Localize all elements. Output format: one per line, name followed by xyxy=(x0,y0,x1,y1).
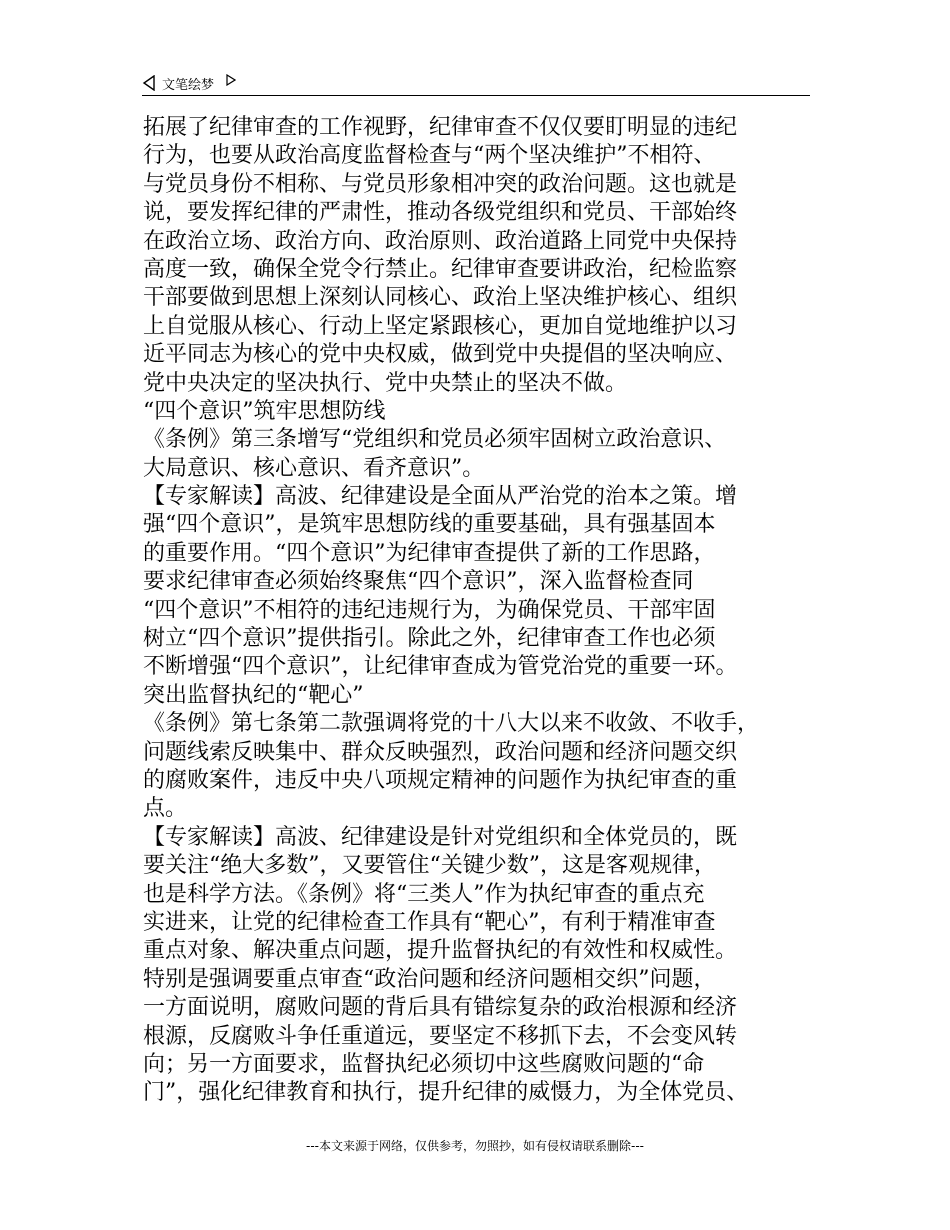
text-line: 《条例》第七条第二款强调将党的十八大以来不收敛、不收手， xyxy=(143,711,760,737)
text-line: 党中央决定的坚决执行、党中央禁止的坚决不做。 xyxy=(143,370,628,396)
text-line: 点。 xyxy=(143,796,188,822)
text-line: “四个意识”筑牢思想防线 xyxy=(143,398,386,424)
text-line: 树立“四个意识”提供指引。除此之外，纪律审查工作也必须 xyxy=(143,626,716,652)
page-header xyxy=(142,72,810,96)
text-line: 也是科学方法。《条例》将“三类人”作为执纪审查的重点充 xyxy=(143,881,705,907)
text-line: 大局意识、核心意识、看齐意识”。 xyxy=(143,455,485,481)
text-line: 高度一致，确保全党令行禁止。纪律审查要讲政治，纪检监察 xyxy=(143,256,738,282)
text-line: 要求纪律审查必须始终聚焦“四个意识”，深入监督检查同 xyxy=(143,569,694,595)
text-line: “四个意识”不相符的违纪违规行为，为确保党员、干部牢固 xyxy=(143,597,716,623)
text-line: 根源，反腐败斗争任重道远，要坚定不移抓下去，不会变风转 xyxy=(143,1023,738,1049)
text-line: 突出监督执纪的“靶心” xyxy=(143,682,364,708)
text-line: 的腐败案件，违反中央八项规定精神的问题作为执纪审查的重 xyxy=(143,767,738,793)
text-line: 门”，强化纪律教育和执行，提升纪律的威慑力，为全体党员、 xyxy=(143,1080,749,1106)
text-line: 上自觉服从核心、行动上坚定紧跟核心，更加自觉地维护以习 xyxy=(143,313,738,339)
text-line: 近平同志为核心的党中央权威，做到党中央提倡的坚决响应、 xyxy=(143,342,738,368)
page-footer: ---本文来源于网络，仅供参考，勿照抄，如有侵权请联系删除--- xyxy=(306,1139,644,1153)
text-line: 干部要做到思想上深刻认同核心、政治上坚决维护核心、组织 xyxy=(143,285,738,311)
text-line: 行为，也要从政治高度监督检查与“两个坚决维护”不相符、 xyxy=(143,143,716,169)
text-line: 要关注“绝大多数”，又要管住“关键少数”，这是客观规律， xyxy=(143,853,716,879)
document-body xyxy=(143,114,833,1108)
triangle-left-icon xyxy=(142,75,156,91)
header-title: 文笔绘梦 xyxy=(162,78,215,93)
text-line: 强“四个意识”，是筑牢思想防线的重要基础，具有强基固本 xyxy=(143,512,716,538)
text-line: 【专家解读】高波、纪律建设是全面从严治党的治本之策。增 xyxy=(143,484,738,510)
text-line: 与党员身份不相称、与党员形象相冲突的政治问题。这也就是 xyxy=(143,171,738,197)
text-line: 向；另一方面要求，监督执纪必须切中这些腐败问题的“命 xyxy=(143,1051,705,1077)
text-line: 实进来，让党的纪律检查工作具有“靶心”，有利于精准审查 xyxy=(143,909,716,935)
text-line: 一方面说明，腐败问题的背后具有错综复杂的政治根源和经济 xyxy=(143,995,738,1021)
text-line: 不断增强“四个意识”，让纪律审查成为管党治党的重要一环。 xyxy=(143,654,738,680)
text-line: 的重要作用。“四个意识”为纪律审查提供了新的工作思路， xyxy=(143,540,716,566)
text-line: 拓展了纪律审查的工作视野，纪律审查不仅仅要盯明显的违纪 xyxy=(143,115,738,140)
text-line: 【专家解读】高波、纪律建设是针对党组织和全体党员的，既 xyxy=(143,824,738,850)
text-line: 问题线索反映集中、群众反映强烈，政治问题和经济问题交织 xyxy=(143,739,738,765)
header-divider xyxy=(142,95,810,96)
text-line: 重点对象、解决重点问题，提升监督执纪的有效性和权威性。 xyxy=(143,938,738,964)
text-line: 说，要发挥纪律的严肃性，推动各级党组织和党员、干部始终 xyxy=(143,200,738,226)
triangle-right-icon xyxy=(226,74,236,86)
text-line: 《条例》第三条增写“党组织和党员必须牢固树立政治意识、 xyxy=(143,427,727,453)
text-line: 在政治立场、政治方向、政治原则、政治道路上同党中央保持 xyxy=(143,228,738,254)
text-line: 特别是强调要重点审查“政治问题和经济问题相交织”问题， xyxy=(143,966,716,992)
